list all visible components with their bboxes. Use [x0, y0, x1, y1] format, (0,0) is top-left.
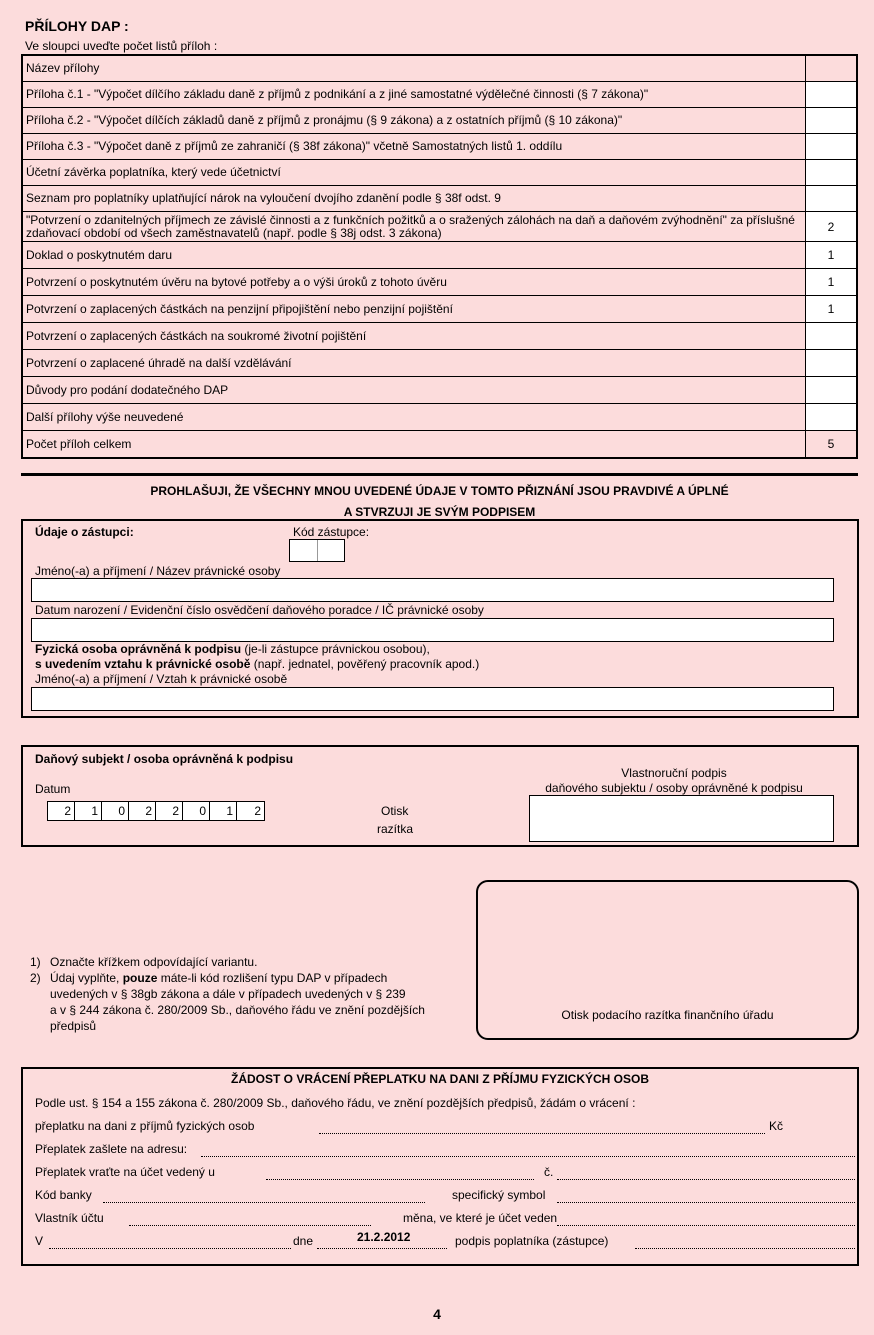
office-stamp-label: Otisk podacího razítka finančního úřadu — [561, 1008, 774, 1022]
table-row — [23, 296, 856, 323]
attachment-label: Seznam pro poplatníky uplatňující nárok na vyloučení dvojího zdanění podle § 38f odst. 9 — [26, 191, 501, 205]
date-digit: 2 — [156, 802, 183, 820]
refund-date-field[interactable] — [317, 1248, 447, 1249]
footnote-text: Údaj vyplňte, pouze máte-li kód rozlišení typu DAP v případech — [50, 971, 388, 985]
bank-code-label: Kód banky — [35, 1188, 92, 1202]
attachment-label: Doklad o poskytnutém daru — [26, 247, 173, 262]
representative-section — [21, 519, 859, 718]
footnote-text: Označte křížkem odpovídající variantu. — [50, 955, 258, 969]
attachment-total-count: 5 — [805, 431, 856, 457]
attachment-count-input[interactable] — [805, 108, 856, 133]
date-label: Datum — [35, 782, 71, 796]
account-number-field[interactable] — [557, 1179, 855, 1180]
tax-subject-title: Daňový subjekt / osoba oprávněná k podpisu — [35, 752, 294, 766]
refund-intro: Podle ust. § 154 a 155 zákona č. 280/2009 Sb., daňového řádu, ve znění pozdějších předpisů, žádám o vrácení : — [35, 1096, 636, 1110]
attachment-label: Další přílohy výše neuvedené — [26, 409, 184, 424]
declaration-line1: PROHLAŠUJI, ŽE VŠECHNY MNOU UVEDENÉ ÚDAJE V TOMTO PŘIZNÁNÍ JSOU PRAVDIVÉ A ÚPLNÉ — [150, 484, 729, 498]
table-row — [23, 323, 856, 350]
office-stamp-box — [476, 880, 859, 1040]
attachment-count-input[interactable]: 1 — [805, 296, 856, 322]
taxpayer-signature-label: podpis poplatníka (zástupce) — [455, 1234, 609, 1248]
bank-name-field[interactable] — [266, 1179, 534, 1180]
attachment-label: Potvrzení o zaplacených částkách na penzijní připojištění nebo penzijní pojištění — [26, 301, 453, 316]
date-digit: 2 — [129, 802, 156, 820]
attachment-label: Příloha č.3 - "Výpočet daně z příjmů ze zahraničí (§ 38f zákona)" včetně Samostatných listů 1. oddílu — [26, 139, 563, 153]
attachments-instruction: Ve sloupci uveďte počet listů příloh : — [25, 39, 218, 53]
stamp-label-line1: Otisk — [381, 804, 409, 818]
address-field[interactable] — [201, 1156, 855, 1157]
table-row — [23, 377, 856, 404]
relation-note — [35, 657, 479, 671]
footnote-number: 2) — [30, 971, 41, 985]
attachment-label: Příloha č.2 - "Výpočet dílčích základů daně z příjmů z pronájmu (§ 9 zákona) a z ostatních příjmů (§ 10 zákona)" — [26, 113, 623, 127]
date-digit: 0 — [102, 802, 129, 820]
page-title: PŘÍLOHY DAP : — [25, 18, 129, 34]
date-input[interactable] — [47, 801, 265, 821]
table-row — [23, 186, 856, 212]
relation-label: Jméno(-a) a příjmení / Vztah k právnické osobě — [35, 672, 288, 686]
specific-symbol-label: specifický symbol — [452, 1188, 546, 1202]
attachment-label: "Potvrzení o zdanitelných příjmech ze závislé činnosti a z funkčních požitků a o sražených zálohách na daň a daňovém zvýhodnění" za příslušné zdaňovací období od všech zaměstnavatelů (např. podle § 38j odst. 3 zákona) — [26, 212, 795, 240]
attachment-label: Potvrzení o poskytnutém úvěru na bytové potřeby a o výši úroků z tohoto úvěru — [26, 274, 447, 289]
authorized-person-rest: (je-li zástupce právnickou osobou), — [241, 642, 430, 656]
place-label: V — [35, 1234, 44, 1248]
section-divider — [21, 473, 858, 476]
table-row — [23, 269, 856, 296]
table-row — [23, 350, 856, 377]
attachment-label: Potvrzení o zaplacené úhradě na další vzdělávání — [26, 355, 292, 370]
footnote-text: a v § 244 zákona č. 280/2009 Sb., daňového řádu ve znění pozdějších — [50, 1003, 425, 1017]
representative-birth-label: Datum narození / Evidenční číslo osvědčení daňového poradce / IČ právnické osoby — [35, 603, 484, 617]
representative-name-label: Jméno(-a) a příjmení / Název právnické osoby — [35, 564, 281, 578]
representative-title: Údaje o zástupci: — [35, 525, 134, 539]
bank-account-label: Přeplatek vraťte na účet vedený u — [35, 1165, 215, 1179]
table-row — [23, 242, 856, 269]
footnote-number: 1) — [30, 955, 41, 969]
overpayment-field[interactable] — [319, 1133, 765, 1134]
attachment-count-input[interactable] — [805, 160, 856, 185]
table-row — [23, 134, 856, 160]
authorized-person-bold: Fyzická osoba oprávněná k podpisu — [35, 642, 242, 656]
signature-field[interactable] — [529, 795, 834, 842]
taxpayer-signature-field[interactable] — [635, 1248, 855, 1249]
account-number-label: č. — [544, 1165, 554, 1179]
authorized-person-note — [35, 642, 430, 656]
signature-label-line2: daňového subjektu / osoby oprávněné k podpisu — [545, 781, 803, 795]
footnote-text: předpisů — [50, 1019, 97, 1033]
attachment-count-input[interactable] — [805, 404, 856, 430]
refund-date-label: dne — [293, 1234, 314, 1248]
attachment-count-input[interactable]: 1 — [805, 269, 856, 295]
date-digit: 1 — [75, 802, 102, 820]
attachment-count — [805, 56, 856, 81]
representative-code-input[interactable] — [289, 539, 345, 562]
footnotes — [30, 954, 425, 1034]
table-row — [23, 431, 856, 457]
attachment-count-input[interactable] — [805, 350, 856, 376]
attachment-label: Název přílohy — [26, 61, 100, 75]
account-currency-label: měna, ve které je účet veden — [403, 1211, 558, 1225]
account-currency-field[interactable] — [557, 1225, 855, 1226]
specific-symbol-field[interactable] — [557, 1202, 855, 1203]
account-owner-label: Vlastník účtu — [35, 1211, 104, 1225]
representative-code-label: Kód zástupce: — [293, 525, 370, 539]
attachment-count-input[interactable]: 2 — [805, 212, 856, 241]
attachment-count-input[interactable] — [805, 186, 856, 211]
date-digit: 2 — [48, 802, 75, 820]
date-digit: 1 — [210, 802, 237, 820]
table-row — [23, 108, 856, 134]
refund-section — [21, 1067, 859, 1266]
declaration-line2: A STVRZUJI JE SVÝM PODPISEM — [343, 505, 536, 519]
relation-input[interactable] — [31, 687, 834, 711]
table-row — [23, 56, 856, 82]
bank-code-field[interactable] — [103, 1202, 425, 1203]
attachments-table — [21, 54, 858, 459]
stamp-label-line2: razítka — [377, 822, 414, 836]
attachment-count-input[interactable] — [805, 377, 856, 403]
tax-subject-section — [21, 745, 859, 847]
table-row — [23, 404, 856, 431]
currency-label: Kč — [769, 1119, 784, 1133]
relation-bold: s uvedením vztahu k právnické osobě — [35, 657, 251, 671]
attachment-count-input[interactable] — [805, 134, 856, 159]
attachment-label: Potvrzení o zaplacených částkách na soukromé životní pojištění — [26, 328, 367, 343]
representative-birth-input[interactable] — [31, 618, 834, 642]
attachment-count-input[interactable]: 1 — [805, 242, 856, 268]
date-digit: 2 — [254, 804, 261, 818]
signature-label-line1: Vlastnoruční podpis — [621, 766, 727, 780]
attachment-label: Důvody pro podání dodatečného DAP — [26, 382, 229, 397]
page-number: 4 — [433, 1306, 441, 1322]
footnote-text: uvedených v § 38gb zákona a dále v případech uvedených v § 239 — [50, 987, 406, 1001]
representative-name-input[interactable] — [31, 578, 834, 602]
date-digit: 0 — [183, 802, 210, 820]
account-owner-field[interactable] — [129, 1225, 371, 1226]
table-row — [23, 212, 856, 242]
refund-date-value[interactable]: 21.2.2012 — [357, 1230, 411, 1244]
attachment-total-label: Počet příloh celkem — [26, 436, 132, 451]
address-label: Přeplatek zašlete na adresu: — [35, 1142, 188, 1156]
attachment-count-input[interactable] — [805, 82, 856, 107]
refund-title: ŽÁDOST O VRÁCENÍ PŘEPLATKU NA DANI Z PŘÍJMU FYZICKÝCH OSOB — [230, 1072, 649, 1086]
attachment-count-input[interactable] — [805, 323, 856, 349]
table-row — [23, 82, 856, 108]
code-cell-divider — [317, 540, 318, 561]
attachment-label: Příloha č.1 - "Výpočet dílčího základu daně z příjmů z podnikání a z jiné samostatné výdělečné činnosti (§ 7 zákona)" — [26, 87, 649, 101]
attachment-label: Účetní závěrka poplatníka, který vede účetnictví — [26, 165, 281, 179]
relation-rest: (např. jednatel, pověřený pracovník apod.) — [250, 657, 480, 671]
place-field[interactable] — [49, 1248, 291, 1249]
table-row — [23, 160, 856, 186]
overpayment-label: přeplatku na dani z příjmů fyzických osob — [35, 1119, 255, 1133]
